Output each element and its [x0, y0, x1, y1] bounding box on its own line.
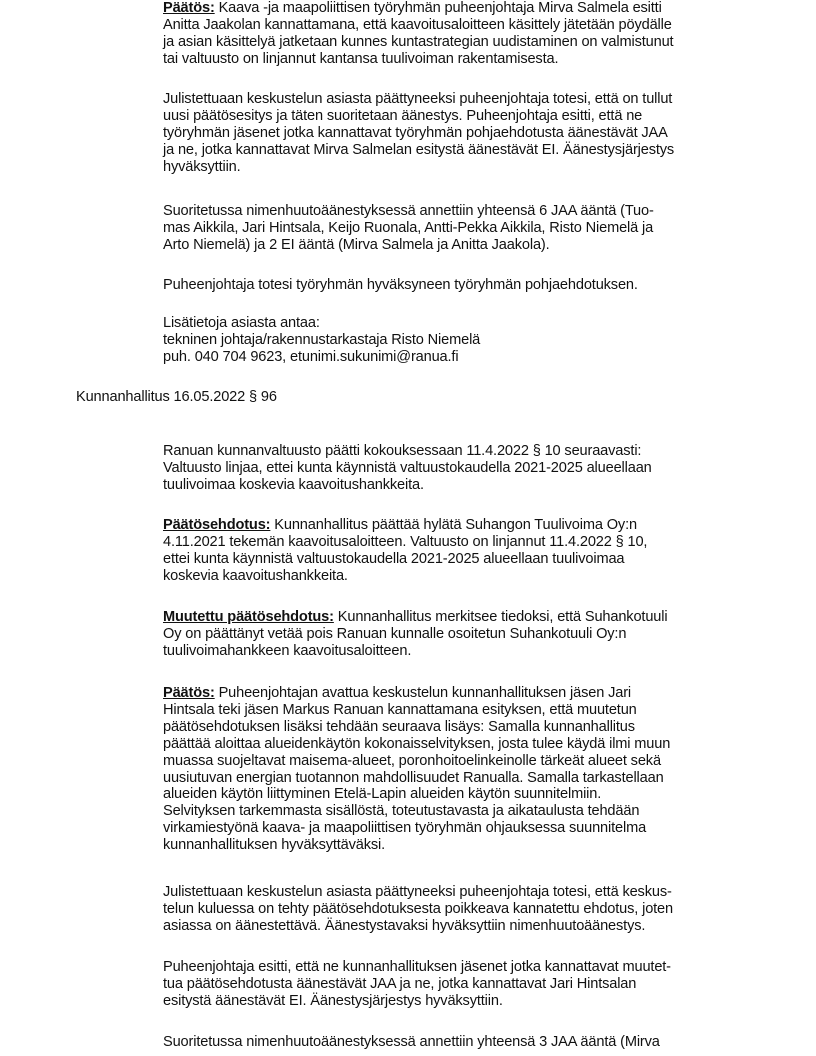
amended-proposal-label: Muutettu päätösehdotus: [163, 609, 334, 625]
line-text: Kunnanhallitus päättää hylätä Suhangon Tuulivoima Oy:n [270, 517, 637, 533]
paragraph-line [163, 609, 723, 626]
decision-label: Päätös: [163, 0, 215, 16]
paragraph-line: päättää aloittaa alueidenkäytön kokonaisselvityksen, josta tulee käydä ilmi muun [163, 735, 671, 752]
proposal-label: Päätösehdotus: [163, 517, 271, 533]
paragraph-line [163, 685, 723, 702]
paragraph-line: Anitta Jaakolan kannattamana, että kaavoitusaloitteen käsittely jätetään pöydälle [163, 16, 672, 33]
proposal-paragraph [163, 517, 723, 585]
paragraph-line: mas Aikkila, Jari Hintsala, Keijo Ruonala, Antti-Pekka Aikkila, Risto Niemelä ja [163, 219, 654, 236]
contact-heading: Lisätietoja asiasta antaa: [163, 315, 320, 331]
vote-result-paragraph-1 [163, 203, 723, 254]
paragraph-line: Julistettuaan keskustelun asiasta päättyneeksi puheenjohtaja totesi, että keskus- [163, 884, 672, 900]
paragraph-line: hyväksyttiin. [163, 158, 241, 175]
paragraph-line: Suoritetussa nimenhuutoäänestyksessä annettiin yhteensä 6 JAA ääntä (Tuo- [163, 203, 654, 219]
paragraph-line: asiassa on äänestettävä. Äänestystavaksi hyväksyttiin nimenhuutoäänestys. [163, 917, 646, 934]
paragraph-line: uusiutuvan energian tuotannon mahdollisuudet Ranualla. Samalla tarkastellaan [163, 769, 664, 786]
background-paragraph [163, 443, 723, 494]
paragraph-line: Puheenjohtaja totesi työryhmän hyväksyneen työryhmän pohjaehdotuksen. [163, 277, 638, 293]
paragraph-line: tuulivoimaa koskevia kaavoitushankkeita. [163, 476, 424, 493]
paragraph-line: esitystä äänestävät EI. Äänestysjärjestys hyväksyttiin. [163, 992, 503, 1009]
paragraph-line [163, 0, 723, 17]
paragraph-line: Selvityksen tarkemmasta sisällöstä, toteutustavasta ja aikataulusta tehdään [163, 803, 640, 820]
decision-paragraph-1 [163, 0, 723, 68]
contact-person: tekninen johtaja/rakennustarkastaja Risto Niemelä [163, 331, 481, 348]
amended-proposal-paragraph [163, 609, 723, 660]
paragraph-line: uusi päätösesitys ja täten suoritetaan äänestys. Puheenjohtaja esitti, että ne [163, 107, 643, 124]
paragraph-line: Suoritetussa nimenhuutoäänestyksessä annettiin yhteensä 3 JAA ääntä (Mirva [163, 1034, 660, 1050]
paragraph-line: ja asian käsittelyä jatketaan kunnes kuntastrategian uudistaminen on valmistunut [163, 33, 674, 50]
meeting-section-header: Kunnanhallitus 16.05.2022 § 96 [76, 389, 277, 405]
paragraph-line: Oy on päättänyt vetää pois Ranuan kunnalle osoitetun Suhankotuuli Oy:n [163, 625, 627, 642]
paragraph-line: tai valtuusto on linjannut kantansa tuulivoiman rakentamisesta. [163, 50, 559, 67]
paragraph-line: kunnanhallituksen hyväksyttäväksi. [163, 837, 386, 854]
decision-paragraph-2 [163, 685, 723, 854]
conclusion-paragraph [163, 277, 723, 294]
paragraph-line: muassa suojeltavat maisema-alueet, poronhoitoelinkeinolle tärkeät alueet sekä [163, 752, 661, 769]
paragraph-line: Puheenjohtaja esitti, että ne kunnanhallituksen jäsenet jotka kannattavat muutet- [163, 959, 671, 975]
vote-order-paragraph [163, 959, 723, 1010]
paragraph-line: työryhmän jäsenet jotka kannattavat työryhmän pohjaehdotusta äänestävät JAA [163, 124, 668, 141]
paragraph-line: Ranuan kunnanvaltuusto päätti kokouksessaan 11.4.2022 § 10 seuraavasti: [163, 443, 642, 459]
line-text: Kunnanhallitus merkitsee tiedoksi, että Suhankotuuli [333, 609, 668, 625]
paragraph-line: alueiden käytön liittyminen Etelä-Lapin alueiden käytön suunnitelmiin. [163, 786, 602, 803]
paragraph-line: tuulivoimahankkeen kaavoitusaloitteen. [163, 642, 412, 659]
paragraph-line: 4.11.2021 tekemän kaavoitusaloitteen. Valtuusto on linjannut 11.4.2022 § 10, [163, 533, 648, 550]
paragraph-line: Julistettuaan keskustelun asiasta päättyneeksi puheenjohtaja totesi, että on tullut [163, 91, 673, 107]
paragraph-line: ettei kunta käynnistä valtuustokaudella 2021-2025 alueellaan tuulivoimaa [163, 550, 625, 567]
decision-label: Päätös: [163, 685, 215, 701]
paragraph-line: virkamiestyönä kaava- ja maapoliittisen työryhmän ohjauksessa suunnitelma [163, 820, 647, 837]
line-text: Kaava -ja maapoliittisen työryhmän puheenjohtaja Mirva Salmela esitti [214, 0, 662, 16]
paragraph-line [163, 517, 723, 534]
line-text: Puheenjohtajan avattua keskustelun kunnanhallituksen jäsen Jari [214, 685, 632, 701]
paragraph-line: Valtuusto linjaa, ettei kunta käynnistä valtuustokaudella 2021-2025 alueellaan [163, 459, 652, 476]
vote-intro-paragraph-1 [163, 91, 723, 176]
paragraph-line: päätösehdotuksen lisäksi tehdään seuraava lisäys: Samalla kunnanhallitus [163, 718, 635, 735]
contact-info [163, 315, 723, 366]
vote-intro-paragraph-2 [163, 884, 723, 935]
paragraph-line: koskevia kaavoitushankkeita. [163, 567, 348, 584]
paragraph-line: telun kuluessa on tehty päätösehdotuksesta poikkeava kannatettu ehdotus, joten [163, 900, 673, 917]
paragraph-line: Arto Niemelä) ja 2 EI ääntä (Mirva Salmela ja Anitta Jaakola). [163, 236, 550, 253]
contact-details: puh. 040 704 9623, etunimi.sukunimi@ranua.fi [163, 348, 459, 365]
paragraph-line: tua päätösehdotusta äänestävät JAA ja ne, jotka kannattavat Jari Hintsalan [163, 975, 637, 992]
vote-result-paragraph-2 [163, 1034, 723, 1051]
paragraph-line: Hintsala teki jäsen Markus Ranuan kannattamana esityksen, että muutetun [163, 701, 637, 718]
paragraph-line: ja ne, jotka kannattavat Mirva Salmelan esitystä äänestävät EI. Äänestysjärjestys [163, 141, 675, 158]
